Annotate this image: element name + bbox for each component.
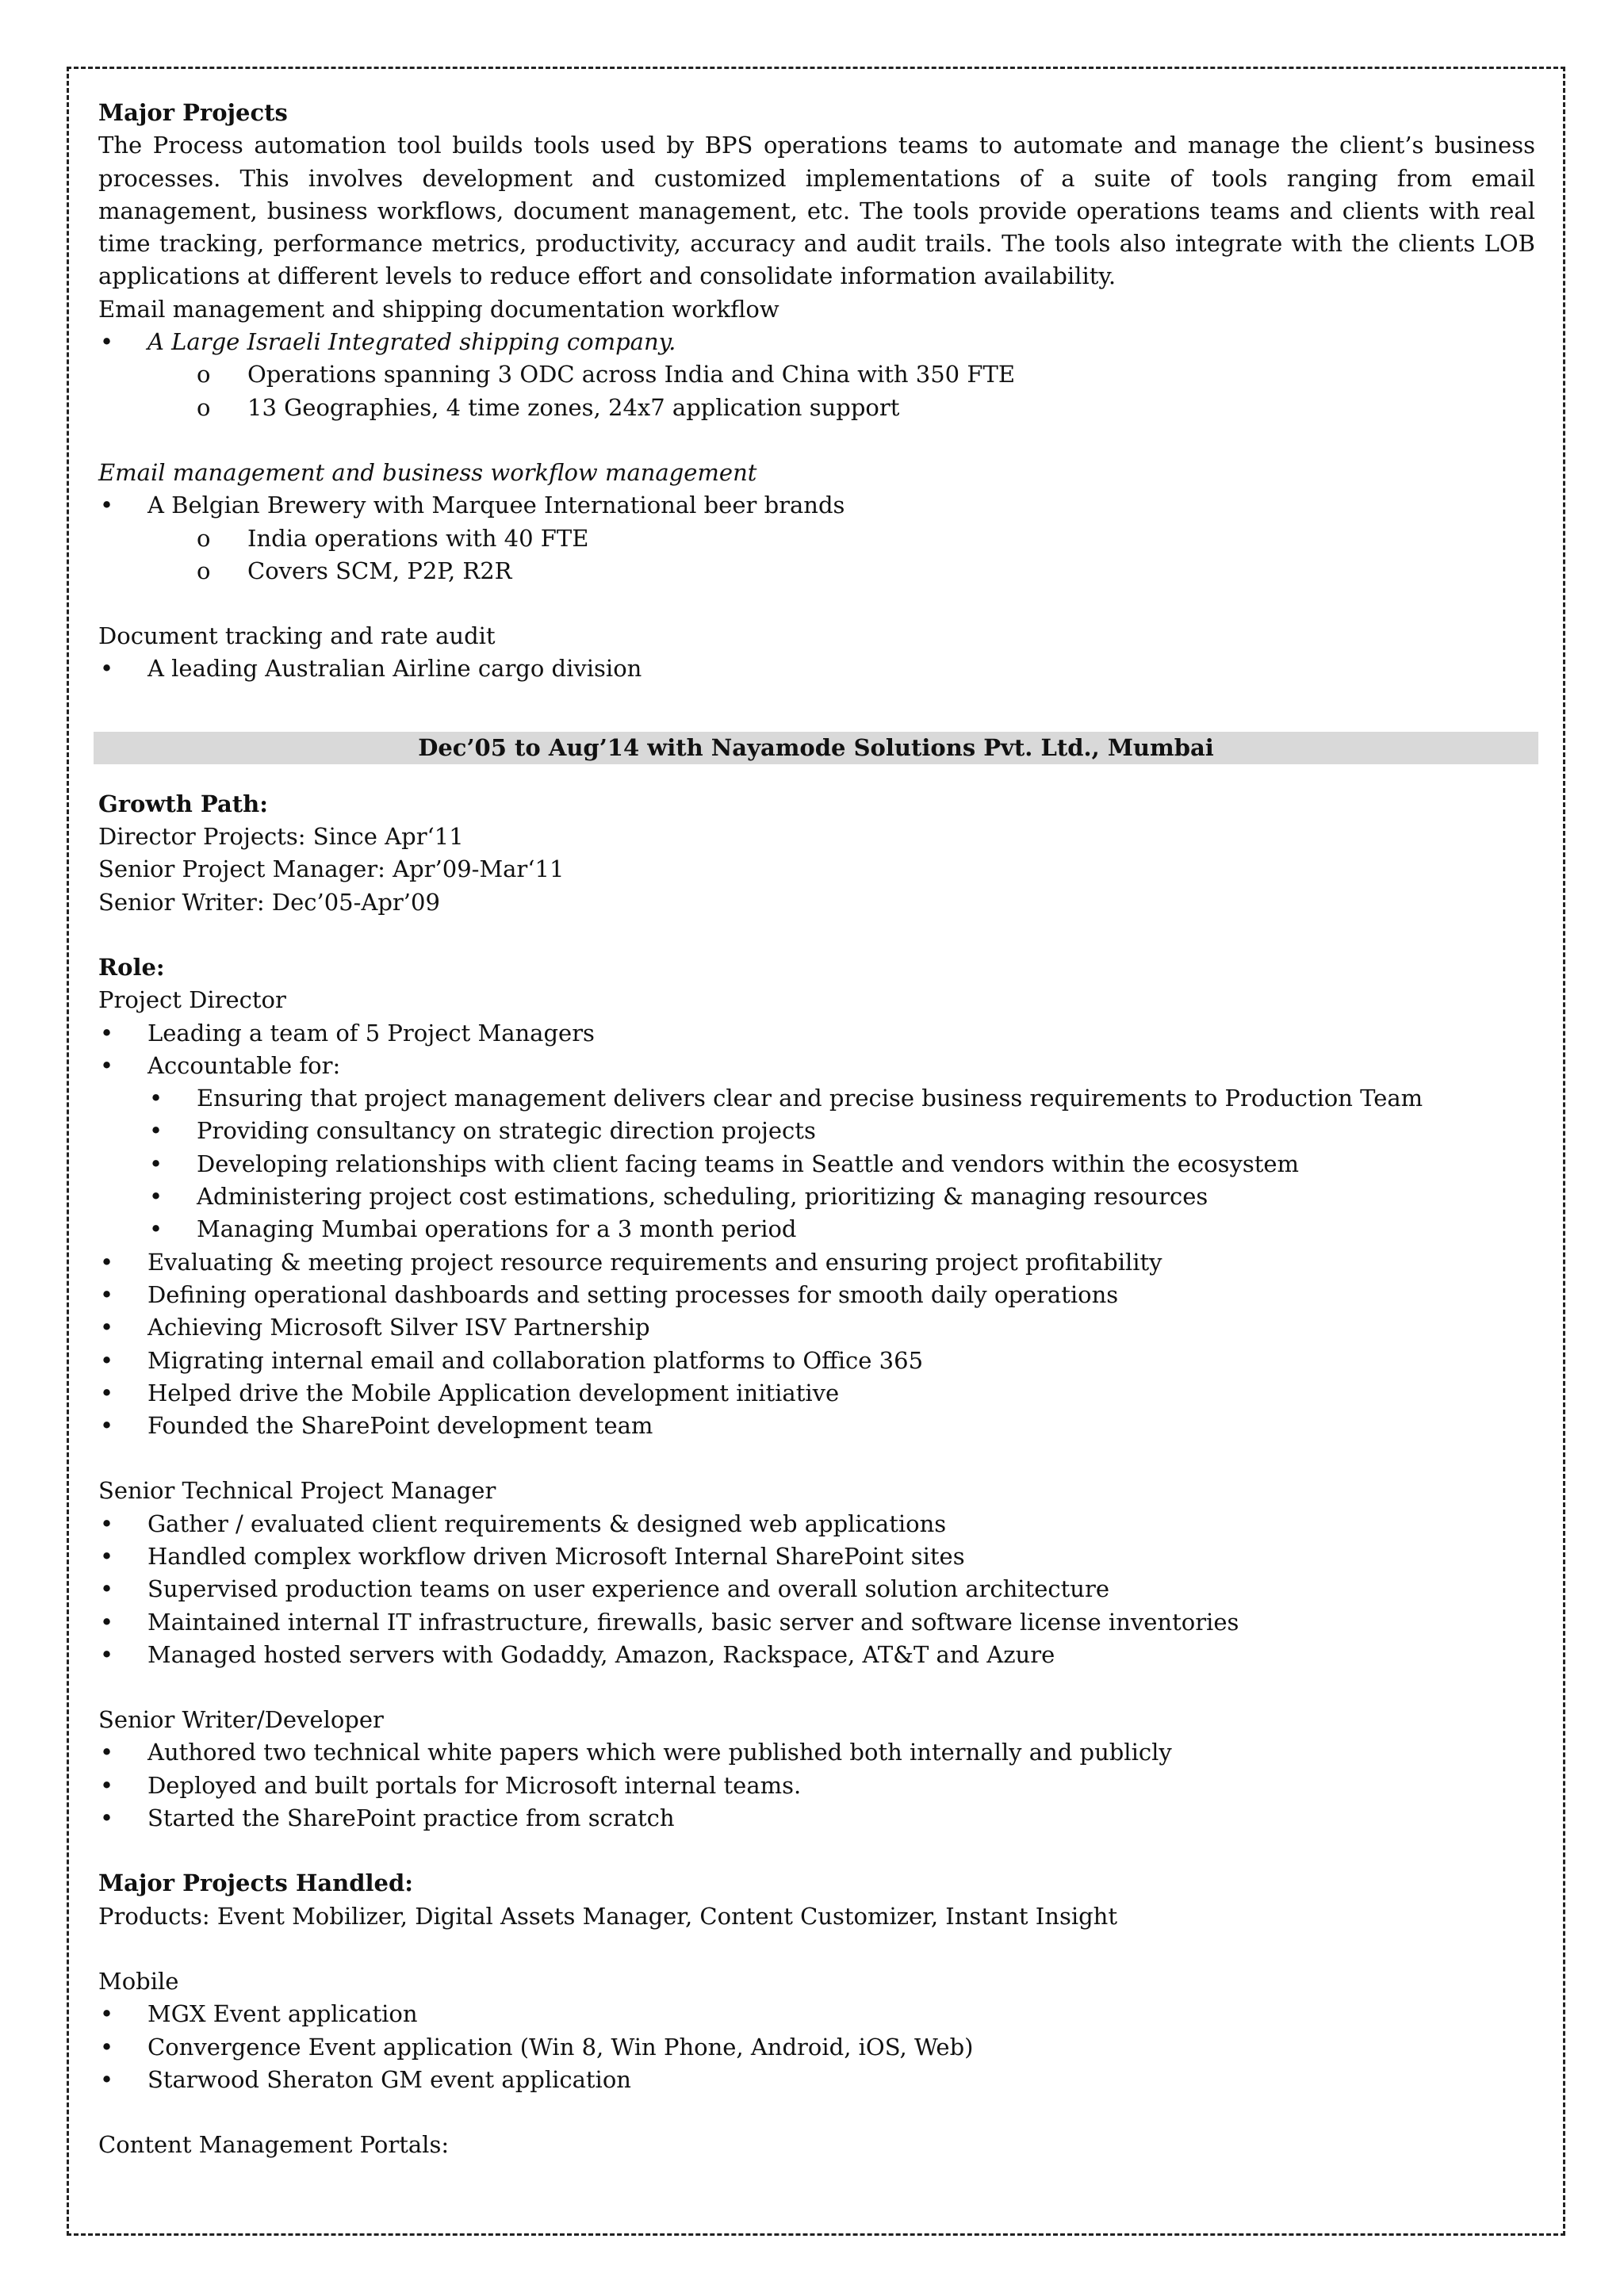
employment-band: Dec’05 to Aug’14 with Nayamode Solutions Pvt. Ltd., Mumbai — [94, 732, 1538, 764]
accountable-item: • Managing Mumbai operations for a 3 month period — [98, 1213, 1535, 1246]
role-item: • Started the SharePoint practice from scratch — [98, 1802, 1535, 1835]
role-item: • Maintained internal IT infrastructure, firewalls, basic server and software license inventories — [98, 1606, 1535, 1639]
role-item: • Helped drive the Mobile Application development initiative — [98, 1377, 1535, 1410]
accountable-item: • Ensuring that project management delivers clear and precise business requirements to Production Team — [98, 1082, 1535, 1115]
mobile-item: • MGX Event application — [98, 1998, 1535, 2030]
project-detail: o 13 Geographies, 4 time zones, 24x7 application support — [98, 392, 1535, 424]
mobile-item: • Convergence Event application (Win 8, Win Phone, Android, iOS, Web) — [98, 2031, 1535, 2064]
major-projects-heading: Major Projects — [98, 99, 288, 126]
project-title: Email management and business workflow management — [98, 458, 757, 486]
role-item: • Supervised production teams on user experience and overall solution architecture — [98, 1573, 1535, 1605]
accountable-item: • Developing relationships with client facing teams in Seattle and vendors within the ecosystem — [98, 1148, 1535, 1181]
role-item: • Deployed and built portals for Microsoft internal teams. — [98, 1770, 1535, 1802]
role-item: • Gather / evaluated client requirements & designed web applications — [98, 1508, 1535, 1540]
project-title: Email management and shipping documentation workflow — [98, 295, 779, 323]
role-title: Senior Writer/Developer — [98, 1706, 384, 1734]
role-item: • Founded the SharePoint development team — [98, 1410, 1535, 1442]
accountable-item: • Providing consultancy on strategic direction projects — [98, 1115, 1535, 1147]
role-item: • Accountable for: — [98, 1050, 1535, 1082]
project-client: • A Large Israeli Integrated shipping company. — [98, 326, 1535, 358]
mobile-title: Mobile — [98, 1967, 179, 1995]
role-title: Senior Technical Project Manager — [98, 1477, 496, 1505]
project-detail: o Covers SCM, P2P, R2R — [98, 555, 1535, 587]
project-client: • A leading Australian Airline cargo division — [98, 652, 1535, 685]
products-line: Products: Event Mobilizer, Digital Assets Manager, Content Customizer, Instant Insight — [98, 1902, 1117, 1930]
role-item: • Leading a team of 5 Project Managers — [98, 1017, 1535, 1050]
mobile-item: • Starwood Sheraton GM event application — [98, 2064, 1535, 2096]
growth-path-line: Senior Project Manager: Apr’09-Mar‘11 — [98, 855, 565, 883]
growth-path-line: Director Projects: Since Apr‘11 — [98, 823, 464, 851]
role-heading: Role: — [98, 953, 165, 981]
resume-page — [98, 97, 1535, 2161]
role-item: • Defining operational dashboards and setting processes for smooth daily operations — [98, 1279, 1535, 1311]
role-item: • Migrating internal email and collaboration platforms to Office 365 — [98, 1345, 1535, 1377]
role-item: • Handled complex workflow driven Microsoft Internal SharePoint sites — [98, 1540, 1535, 1573]
cms-title: Content Management Portals: — [98, 2131, 450, 2159]
role-item: • Achieving Microsoft Silver ISV Partnership — [98, 1311, 1535, 1344]
role-item: • Evaluating & meeting project resource requirements and ensuring project profitability — [98, 1246, 1535, 1279]
project-client: • A Belgian Brewery with Marquee International beer brands — [98, 489, 1535, 522]
project-detail: o Operations spanning 3 ODC across India and China with 350 FTE — [98, 358, 1535, 391]
role-item: • Authored two technical white papers which were published both internally and publicly — [98, 1736, 1535, 1769]
project-title: Document tracking and rate audit — [98, 622, 496, 650]
role-item: • Managed hosted servers with Godaddy, Amazon, Rackspace, AT&T and Azure — [98, 1639, 1535, 1671]
projects-handled-heading: Major Projects Handled: — [98, 1869, 413, 1897]
role-title: Project Director — [98, 986, 286, 1014]
major-projects-intro: The Process automation tool builds tools used by BPS operations teams to automate and manage the client’s business processes. This involves development and customized implementations of a suite of tools ranging from email management, business workflows, document management, etc. The tools provide operations teams and clients with real time tracking, performance metrics, productivity, accuracy and audit trails. The tools also integrate with the clients LOB applications at different levels to reduce effort and consolidate information availability. — [98, 132, 1535, 290]
project-detail: o India operations with 40 FTE — [98, 522, 1535, 555]
growth-path-heading: Growth Path: — [98, 790, 268, 817]
growth-path-line: Senior Writer: Dec’05-Apr’09 — [98, 888, 440, 916]
accountable-item: • Administering project cost estimations, scheduling, prioritizing & managing resources — [98, 1181, 1535, 1213]
